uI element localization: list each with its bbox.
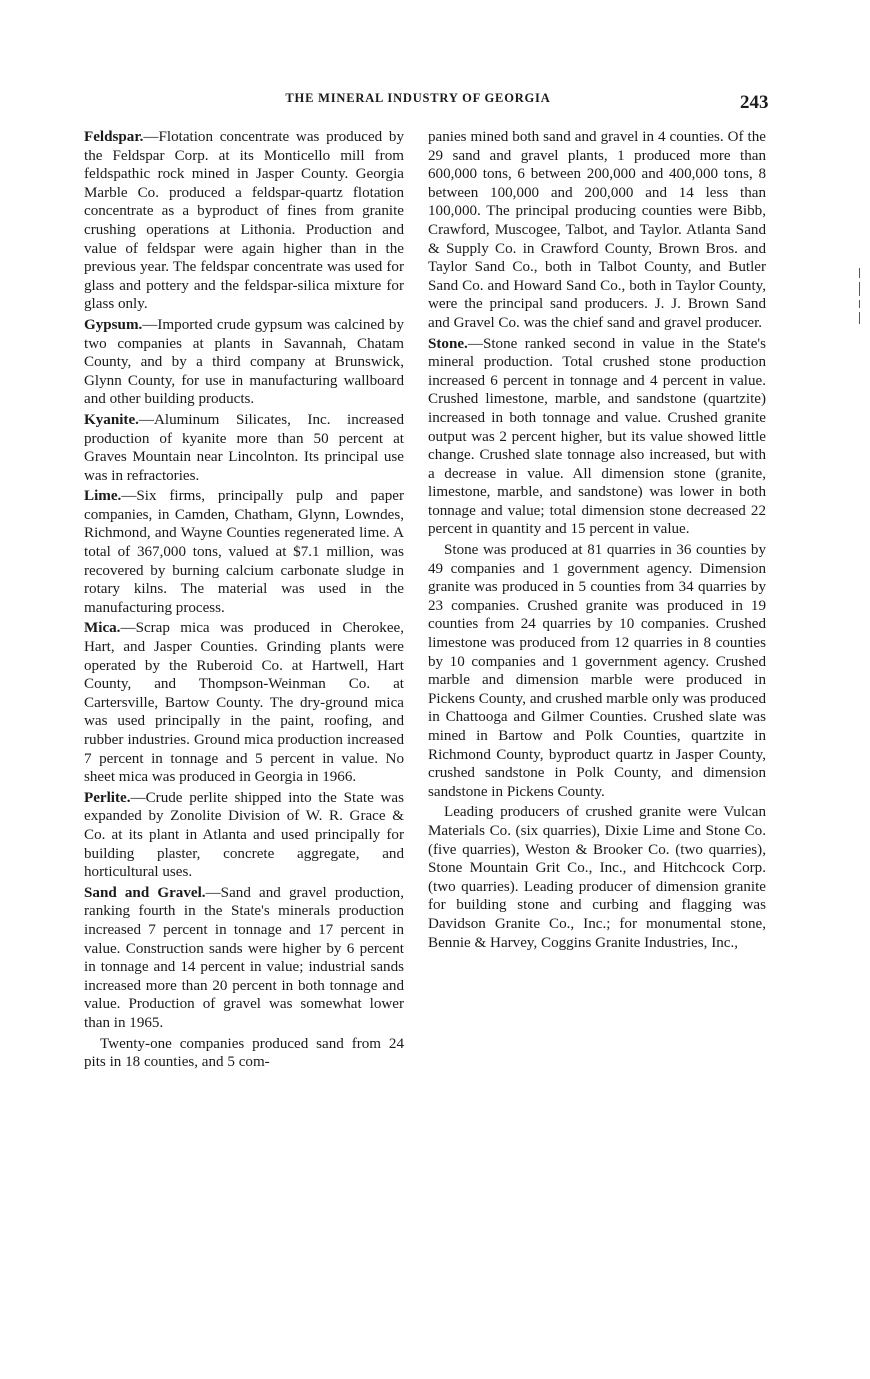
left-column [84, 128, 404, 1074]
paragraph-twenty-one-companies: Twenty-one companies produced sand from 24 pits in 18 counties, and 5 com- [84, 1035, 404, 1071]
paragraph-mica [84, 619, 404, 786]
margin-marks [856, 268, 862, 332]
paragraph-sand-gravel [84, 884, 404, 1033]
heading-kyanite: Kyanite. [84, 411, 139, 428]
heading-lime: Lime. [84, 488, 122, 505]
paragraph-stone-quarries: Stone was produced at 81 quarries in 36 counties by 49 companies and 1 government agency. Dimension granite was produced in 5 counties from 34 quarries by 23 companies. Crushed granite was produced in 19 counties from 24 quarries by 10 companies. Crushed limestone was produced from 12 quarries in 8 counties by 10 companies and 1 government agency. Crushed marble and dimension marble were produced in Pickens County, and crushed marble only was produced in Chattooga and Gilmer Counties. Crushed slate was mined in Bartow and Polk Counties, quartzite in Richmond County, byproduct quartz in Jasper County, crushed sandstone in Polk County, and dimension sandstone in Pickens County. [428, 542, 766, 800]
text-kyanite: —Aluminum Silicates, Inc. increased production of kyanite more than 50 percent at Graves Mountain near Lincolnton. Its principal use was in refractories. [84, 411, 404, 484]
paragraph-sand-continuation: panies mined both sand and gravel in 4 counties. Of the 29 sand and gravel plants, 1 produced more than 600,000 tons, 6 between 200,000 and 400,000 tons, 8 between 100,000 and 200,000 and 14 less than 100,000. The principal producing counties were Bibb, Crawford, Muscogee, Talbot, and Taylor. Atlanta Sand & Supply Co. in Crawford County, Brown Bros. and Taylor Sand Co., both in Talbot County, and Butler Sand Co. and Howard Sand Co., both in Taylor County, were the principal sand producers. J. J. Brown Sand and Gravel Co. was the chief sand and gravel producer. [428, 129, 766, 331]
right-column [428, 128, 766, 954]
text-gypsum: —Imported crude gypsum was calcined by two companies at plants in Savannah, Chatam County, and by a third company at Brunswick, Glynn County, for use in manufacturing wallboard and other building products. [84, 316, 404, 408]
page-number: 243 [740, 92, 769, 113]
heading-feldspar: Feldspar. [84, 129, 144, 145]
heading-mica: Mica. [84, 620, 121, 637]
text-sand-gravel: —Sand and gravel production, ranking fourth in the State's minerals production increased 7 percent in tonnage and 17 percent in value. Construction sands were higher by 6 percent in tonnage and 14 percent in value; industrial sands increased more than 20 percent in both tonnage and value. Production of gravel was somewhat lower than in 1965. [84, 884, 404, 1031]
paragraph-stone [428, 335, 766, 540]
margin-mark [859, 312, 860, 324]
paragraph-gypsum [84, 316, 404, 409]
paragraph-feldspar [84, 128, 404, 314]
paragraph-kyanite [84, 411, 404, 485]
paragraph-perlite [84, 789, 404, 882]
heading-perlite: Perlite. [84, 789, 131, 806]
heading-gypsum: Gypsum. [84, 316, 143, 333]
text-lime: —Six firms, principally pulp and paper companies, in Camden, Chatham, Glynn, Lowndes, Richmond, and Wayne Counties regenerated lime. A total of 367,000 tons, valued at $7.1 million, was recovered by burning calcium carbonate sludge in rotary kilns. The material was used in the manufacturing process. [84, 488, 404, 616]
text-feldspar: —Flotation concentrate was produced by the Feldspar Corp. at its Monticello mill from feldspathic rock mined in Jasper County. Georgia Marble Co. produced a feldspar-quartz flotation concentrate as a byproduct of fines from granite crushing operations at Lithonia. Production and value of feldspar were again higher than in the previous year. The feldspar concentrate was used for glass and pottery and the feldspar-silica mixture for glass only. [84, 129, 404, 313]
paragraph-leading-producers: Leading producers of crushed granite were Vulcan Materials Co. (six quarries), Dixie Lime and Stone Co. (five quarries), Weston & Brooker Co. (two quarries), Stone Mountain Grit Co., Inc., and Hitchcock Corp. (two quarries). Leading producer of dimension granite for building stone and curbing and flagging was Davidson Granite Co., Inc.; for monumental stone, Bennie & Harvey, Coggins Granite Industries, Inc., [428, 804, 766, 951]
margin-mark [859, 300, 860, 308]
text-perlite: —Crude perlite shipped into the State was expanded by Zonolite Division of W. R. Grace & Co. at its plant in Atlanta and used principally for building plaster, concrete aggregate, and horticultural uses. [84, 789, 404, 881]
margin-mark [859, 268, 860, 278]
heading-sand-gravel: Sand and Gravel. [84, 884, 206, 901]
paragraph-lime [84, 487, 404, 617]
page-header-title: THE MINERAL INDUSTRY OF GEORGIA [285, 91, 551, 105]
margin-mark [859, 282, 860, 296]
heading-stone: Stone. [428, 335, 468, 352]
text-stone: —Stone ranked second in value in the State's mineral production. Total crushed stone production increased 6 percent in tonnage and 4 percent in value. Crushed limestone, marble, and sandstone (quartzite) increased in both tonnage and value. Crushed granite output was 2 percent higher, but its value showed little change. Crushed slate tonnage also increased, but with a decrease in value. All dimension stone (granite, limestone, marble, and sandstone) was lower in both tonnage and value; total dimension stone decreased 22 percent in quantity and 15 percent in value. [428, 335, 766, 538]
text-mica: —Scrap mica was produced in Cherokee, Hart, and Jasper Counties. Grinding plants were operated by the Ruberoid Co. at Hartwell, Hart County, and Thompson-Weinman Co. at Cartersville, Bartow County. The dry-ground mica was used principally in the paint, roofing, and rubber industries. Ground mica production increased 7 percent in tonnage and 5 percent in value. No sheet mica was produced in Georgia in 1966. [84, 620, 404, 786]
